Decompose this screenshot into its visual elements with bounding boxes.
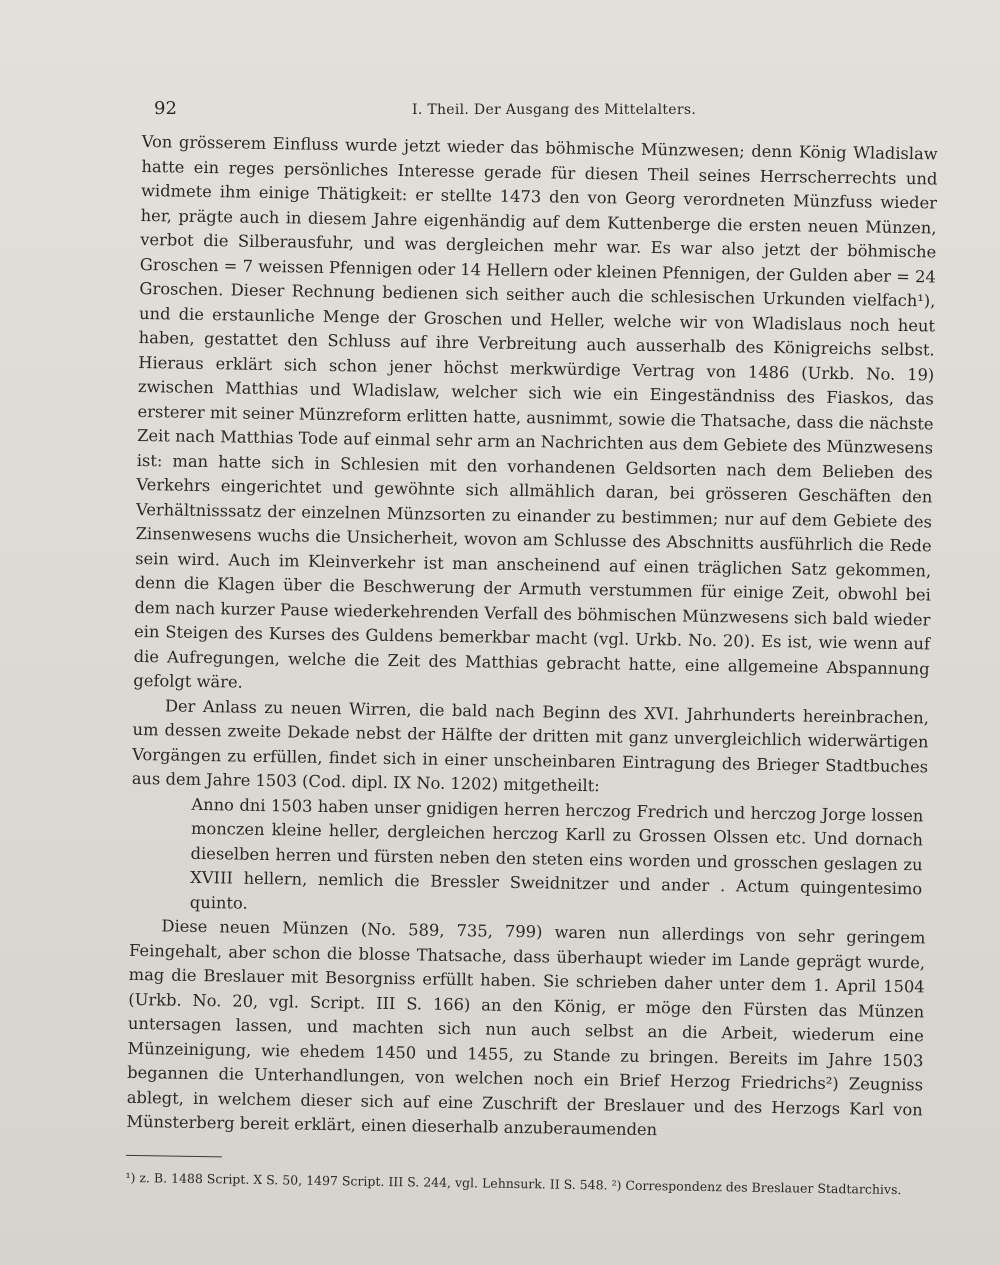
main-text — [125, 130, 937, 1199]
paragraph-1: Von grösserem Einfluss wurde jetzt wieder das böhmische Münzwesen; denn König Wladislaw hatte ein reges persönliches Interesse gerade für diesen Theil seines Herrscherrechts und widmete ihm einige Thätigkeit: er stellte 1473 den von Georg verordneten Münzfuss wieder her, prägte auch in diesem Jahre eigenhändig auf dem Kuttenberge die ersten neuen Münzen, verbot die Silberausfuhr, und was dergleichen mehr war. Es war also jetzt der böhmische Groschen = 7 weissen Pfennigen oder 14 Hellern oder kleinen Pfennigen, der Gulden aber = 24 Groschen. Dieser Rechnung bedienen sich seither auch die schlesischen Urkunden vielfach¹), und die erstaunliche Menge der Groschen und Heller, welche wir von Wladislaus noch heut haben, gestattet den Schluss auf ihre Verbreitung auch ausserhalb des Königreichs selbst. Hieraus erklärt sich schon jener höchst merkwürdige Vertrag von 1486 (Urkb. No. 19) zwischen Matthias und Wladislaw, welcher sich wie ein Eingeständniss des Fiaskos, das ersterer mit seiner Münzreform erlitten hatte, ausnimmt, sowie die Thatsache, dass die nächste Zeit nach Matthias Tode auf einmal sehr arm an Nachrichten aus dem Gebiete des Münzwesens ist: man hatte sich in Schlesien mit den vorhandenen Geldsorten nach dem Belieben des Verkehrs eingerichtet und gewöhnte sich allmählich daran, bei grösseren Geschäften den Verhältnisssatz der einzelnen Münzsorten zu einander zu bestimmen; nur auf dem Gebiete des Zinsenwesens wuchs die Unsicherheit, wovon am Schlusse des Abschnitts ausführlich die Rede sein wird. Auch im Kleinverkehr ist man anscheinend auf einen träglichen Satz gekommen, denn die Klagen über die Beschwerung der Armuth verstummen für einige Zeit, obwohl bei dem nach kurzer Pause wiederkehrenden Verfall des böhmischen Münzwesens sich bald wieder ein Steigen des Kurses des Guldens bemerkbar macht (vgl. Urkb. No. 20). Es ist, wie wenn auf die Aufregungen, welche die Zeit des Matthias gebracht hatte, eine allgemeine Abspannung gefolgt wäre. — [133, 131, 938, 692]
block-quote: Anno dni 1503 haben unser gnidigen herren herczog Fredrich und herczog Jorge lossen monczen kleine heller, dergleichen herczog Karll zu Grossen Olssen etc. Und dornach dieselben herren und fürsten neben den steten eins worden und grosschen geslagen zu XVIII hellern, nemlich die Bressler Sweidnitzer und ander . Actum quingentesimo quinto. — [189, 794, 924, 913]
page-number: 92 — [154, 98, 177, 119]
footnotes: ¹) z. B. 1488 Script. X S. 50, 1497 Script. III S. 244, vgl. Lehnsurk. II S. 548. ²) Correspondenz des Breslauer Stadtarchivs. — [125, 1169, 902, 1197]
page-header — [150, 98, 710, 122]
running-head: I. Theil. Der Ausgang des Mittelalters. — [412, 102, 697, 118]
paragraph-2: Der Anlass zu neuen Wirren, die bald nach Beginn des XVI. Jahrhunderts hereinbrachen, um dessen zweite Dekade nebst der Hälfte der dritten mit ganz unvergleichlich widerwärtigen Vorgängen zu erfüllen, findet sich in einer unscheinbaren Eintragung des Brieger Stadtbuches aus dem Jahre 1503 (Cod. dipl. IX No. 1202) mitgetheilt: — [131, 695, 930, 796]
paragraph-3: Diese neuen Münzen (No. 589, 735, 799) waren nun allerdings von sehr geringem Feingehalt, aber schon die blosse Thatsache, dass überhaupt wieder im Lande geprägt wurde, mag die Breslauer mit Besorgniss erfüllt haben. Sie schrieben daher unter dem 1. April 1504 (Urkb. No. 20, vgl. Script. III S. 166) an den König, er möge den Fürsten das Münzen untersagen lassen, und machten sich nun auch selbst an die Arbeit, wiederum eine Münzeinigung, wie ehedem 1450 und 1455, zu Stande zu bringen. Bereits im Jahre 1503 begannen die Unterhandlungen, von welchen noch ein Brief Herzog Friedrichs²) Zeugniss ablegt, in welchem dieser sich auf eine Zuschrift der Breslauer und des Herzogs Karl von Münsterberg bereit erklärt, einen dieserhalb anzuberaumenden — [126, 916, 926, 1140]
footnote-rule — [126, 1154, 222, 1157]
